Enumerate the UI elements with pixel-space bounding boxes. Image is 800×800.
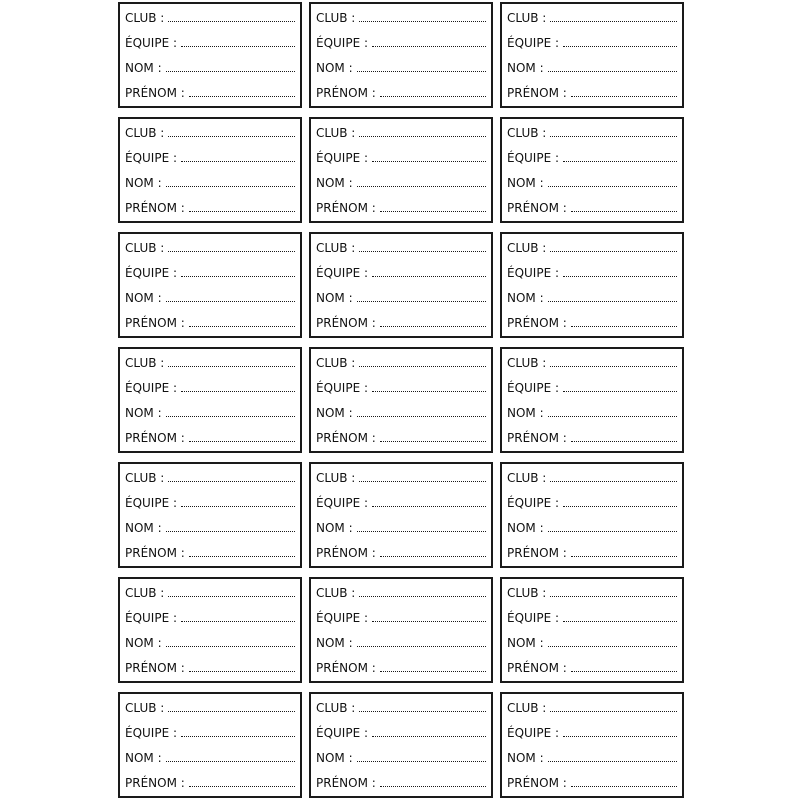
field-label-prenom: PRÉNOM : <box>316 546 376 561</box>
field-row-prenom <box>507 430 677 446</box>
field-row-nom <box>507 520 677 536</box>
name-label-card <box>118 2 302 108</box>
field-label-prenom: PRÉNOM : <box>125 661 185 676</box>
name-label-card <box>500 692 684 798</box>
fill-in-line-equipe[interactable] <box>372 506 486 507</box>
fill-in-line-club[interactable] <box>359 136 486 137</box>
name-label-card <box>309 232 493 338</box>
field-row-nom <box>316 405 486 421</box>
fill-in-line-club[interactable] <box>359 366 486 367</box>
fill-in-line-club[interactable] <box>168 21 295 22</box>
field-row-nom <box>507 405 677 421</box>
field-row-equipe <box>316 265 486 281</box>
field-row-club <box>507 585 677 601</box>
field-row-equipe <box>507 380 677 396</box>
field-label-nom: NOM : <box>125 751 162 766</box>
fill-in-line-prenom[interactable] <box>380 786 486 787</box>
field-row-prenom <box>316 85 486 101</box>
field-row-club <box>316 470 486 486</box>
fill-in-line-prenom[interactable] <box>571 556 677 557</box>
field-label-prenom: PRÉNOM : <box>507 201 567 216</box>
field-label-equipe: ÉQUIPE : <box>125 725 178 740</box>
field-label-prenom: PRÉNOM : <box>125 316 185 331</box>
fill-in-line-equipe[interactable] <box>563 161 677 162</box>
field-row-equipe <box>507 725 677 741</box>
fill-in-line-equipe[interactable] <box>181 506 295 507</box>
fill-in-line-club[interactable] <box>550 596 677 597</box>
field-row-nom <box>125 635 295 651</box>
field-row-prenom <box>507 775 677 791</box>
field-row-nom <box>316 175 486 191</box>
field-label-equipe: ÉQUIPE : <box>316 610 369 625</box>
fill-in-line-equipe[interactable] <box>563 736 677 737</box>
field-row-equipe <box>316 35 486 51</box>
field-row-equipe <box>316 725 486 741</box>
field-label-equipe: ÉQUIPE : <box>316 725 369 740</box>
field-label-prenom: PRÉNOM : <box>507 546 567 561</box>
field-row-equipe <box>507 150 677 166</box>
field-row-prenom <box>507 315 677 331</box>
name-label-card <box>118 462 302 568</box>
field-row-club <box>507 10 677 26</box>
fill-in-line-equipe[interactable] <box>181 161 295 162</box>
field-label-nom: NOM : <box>316 61 353 76</box>
field-row-prenom <box>316 660 486 676</box>
field-row-prenom <box>125 315 295 331</box>
field-label-equipe: ÉQUIPE : <box>316 265 369 280</box>
fill-in-line-club[interactable] <box>359 21 486 22</box>
fill-in-line-nom[interactable] <box>166 761 295 762</box>
field-row-nom <box>507 175 677 191</box>
fill-in-line-club[interactable] <box>359 481 486 482</box>
fill-in-line-nom[interactable] <box>548 301 677 302</box>
fill-in-line-prenom[interactable] <box>189 441 295 442</box>
field-row-club <box>125 10 295 26</box>
field-row-equipe <box>507 265 677 281</box>
field-label-equipe: ÉQUIPE : <box>507 380 560 395</box>
name-label-card <box>500 117 684 223</box>
field-row-prenom <box>125 430 295 446</box>
field-row-club <box>125 125 295 141</box>
field-label-equipe: ÉQUIPE : <box>507 495 560 510</box>
field-label-nom: NOM : <box>316 751 353 766</box>
field-label-prenom: PRÉNOM : <box>507 86 567 101</box>
field-label-prenom: PRÉNOM : <box>125 776 185 791</box>
fill-in-line-nom[interactable] <box>548 71 677 72</box>
field-label-nom: NOM : <box>507 406 544 421</box>
field-label-club: CLUB : <box>316 355 356 370</box>
fill-in-line-prenom[interactable] <box>380 671 486 672</box>
field-label-prenom: PRÉNOM : <box>507 316 567 331</box>
field-label-club: CLUB : <box>316 470 356 485</box>
fill-in-line-prenom[interactable] <box>380 556 486 557</box>
field-label-club: CLUB : <box>507 125 547 140</box>
field-row-equipe <box>125 265 295 281</box>
field-row-nom <box>125 405 295 421</box>
fill-in-line-prenom[interactable] <box>189 786 295 787</box>
field-label-nom: NOM : <box>507 61 544 76</box>
fill-in-line-nom[interactable] <box>357 531 486 532</box>
fill-in-line-prenom[interactable] <box>189 556 295 557</box>
field-label-club: CLUB : <box>507 240 547 255</box>
fill-in-line-equipe[interactable] <box>372 276 486 277</box>
field-row-club <box>507 700 677 716</box>
fill-in-line-club[interactable] <box>550 136 677 137</box>
field-row-club <box>316 355 486 371</box>
field-label-prenom: PRÉNOM : <box>316 201 376 216</box>
field-row-nom <box>316 750 486 766</box>
name-label-card <box>500 232 684 338</box>
fill-in-line-equipe[interactable] <box>563 391 677 392</box>
field-label-club: CLUB : <box>125 355 165 370</box>
fill-in-line-club[interactable] <box>550 481 677 482</box>
field-row-club <box>316 240 486 256</box>
fill-in-line-prenom[interactable] <box>571 96 677 97</box>
field-label-prenom: PRÉNOM : <box>316 661 376 676</box>
field-label-equipe: ÉQUIPE : <box>125 610 178 625</box>
field-row-equipe <box>125 35 295 51</box>
field-row-club <box>125 240 295 256</box>
field-label-nom: NOM : <box>125 636 162 651</box>
field-row-nom <box>316 290 486 306</box>
fill-in-line-prenom[interactable] <box>571 441 677 442</box>
fill-in-line-equipe[interactable] <box>372 161 486 162</box>
field-row-club <box>316 125 486 141</box>
fill-in-line-equipe[interactable] <box>372 391 486 392</box>
fill-in-line-equipe[interactable] <box>181 621 295 622</box>
fill-in-line-nom[interactable] <box>357 186 486 187</box>
field-row-prenom <box>316 775 486 791</box>
field-row-prenom <box>316 315 486 331</box>
field-label-club: CLUB : <box>125 10 165 25</box>
fill-in-line-club[interactable] <box>359 251 486 252</box>
field-row-prenom <box>507 545 677 561</box>
fill-in-line-nom[interactable] <box>166 531 295 532</box>
field-row-nom <box>316 520 486 536</box>
field-row-prenom <box>125 545 295 561</box>
fill-in-line-equipe[interactable] <box>372 46 486 47</box>
field-label-nom: NOM : <box>125 521 162 536</box>
fill-in-line-club[interactable] <box>359 596 486 597</box>
name-label-card <box>118 232 302 338</box>
field-label-club: CLUB : <box>125 700 165 715</box>
fill-in-line-club[interactable] <box>168 136 295 137</box>
field-row-nom <box>125 520 295 536</box>
field-row-club <box>316 700 486 716</box>
fill-in-line-club[interactable] <box>168 711 295 712</box>
fill-in-line-equipe[interactable] <box>563 506 677 507</box>
field-label-equipe: ÉQUIPE : <box>125 495 178 510</box>
field-label-equipe: ÉQUIPE : <box>125 35 178 50</box>
fill-in-line-nom[interactable] <box>357 646 486 647</box>
field-label-club: CLUB : <box>125 585 165 600</box>
name-label-card <box>118 577 302 683</box>
field-label-nom: NOM : <box>507 521 544 536</box>
fill-in-line-prenom[interactable] <box>380 211 486 212</box>
fill-in-line-equipe[interactable] <box>372 621 486 622</box>
field-row-equipe <box>507 495 677 511</box>
field-row-club <box>507 355 677 371</box>
field-label-prenom: PRÉNOM : <box>316 776 376 791</box>
field-label-nom: NOM : <box>507 751 544 766</box>
field-row-equipe <box>507 35 677 51</box>
fill-in-line-nom[interactable] <box>548 761 677 762</box>
field-label-club: CLUB : <box>316 240 356 255</box>
field-row-nom <box>125 290 295 306</box>
fill-in-line-nom[interactable] <box>548 531 677 532</box>
field-row-prenom <box>507 85 677 101</box>
field-label-nom: NOM : <box>507 636 544 651</box>
field-label-club: CLUB : <box>507 700 547 715</box>
field-label-prenom: PRÉNOM : <box>507 661 567 676</box>
fill-in-line-equipe[interactable] <box>181 276 295 277</box>
fill-in-line-equipe[interactable] <box>372 736 486 737</box>
field-row-equipe <box>316 495 486 511</box>
field-label-equipe: ÉQUIPE : <box>125 150 178 165</box>
name-label-card <box>500 462 684 568</box>
field-label-club: CLUB : <box>507 470 547 485</box>
field-label-equipe: ÉQUIPE : <box>316 495 369 510</box>
field-row-prenom <box>316 430 486 446</box>
field-label-nom: NOM : <box>316 406 353 421</box>
field-row-nom <box>507 750 677 766</box>
fill-in-line-nom[interactable] <box>166 71 295 72</box>
name-label-card <box>500 347 684 453</box>
fill-in-line-club[interactable] <box>168 251 295 252</box>
field-row-equipe <box>125 380 295 396</box>
field-label-club: CLUB : <box>125 125 165 140</box>
field-row-nom <box>316 60 486 76</box>
fill-in-line-nom[interactable] <box>357 416 486 417</box>
fill-in-line-prenom[interactable] <box>189 96 295 97</box>
fill-in-line-prenom[interactable] <box>571 671 677 672</box>
name-label-card <box>500 2 684 108</box>
field-label-prenom: PRÉNOM : <box>125 201 185 216</box>
name-label-card <box>500 577 684 683</box>
fill-in-line-club[interactable] <box>168 481 295 482</box>
name-label-card <box>309 692 493 798</box>
field-label-nom: NOM : <box>125 406 162 421</box>
name-label-card <box>309 347 493 453</box>
fill-in-line-prenom[interactable] <box>380 441 486 442</box>
field-row-club <box>507 125 677 141</box>
fill-in-line-club[interactable] <box>168 596 295 597</box>
name-label-card <box>309 577 493 683</box>
fill-in-line-club[interactable] <box>550 251 677 252</box>
field-row-club <box>507 470 677 486</box>
label-sheet <box>118 2 684 800</box>
fill-in-line-nom[interactable] <box>166 186 295 187</box>
fill-in-line-nom[interactable] <box>166 646 295 647</box>
fill-in-line-equipe[interactable] <box>181 391 295 392</box>
fill-in-line-nom[interactable] <box>548 646 677 647</box>
field-row-nom <box>125 60 295 76</box>
fill-in-line-prenom[interactable] <box>189 326 295 327</box>
field-label-club: CLUB : <box>507 10 547 25</box>
field-label-prenom: PRÉNOM : <box>125 86 185 101</box>
fill-in-line-prenom[interactable] <box>380 326 486 327</box>
field-row-equipe <box>125 150 295 166</box>
fill-in-line-prenom[interactable] <box>571 326 677 327</box>
field-row-prenom <box>125 200 295 216</box>
fill-in-line-prenom[interactable] <box>380 96 486 97</box>
field-row-equipe <box>125 725 295 741</box>
field-label-club: CLUB : <box>125 470 165 485</box>
fill-in-line-equipe[interactable] <box>181 736 295 737</box>
fill-in-line-equipe[interactable] <box>563 621 677 622</box>
field-label-equipe: ÉQUIPE : <box>316 35 369 50</box>
field-label-club: CLUB : <box>316 585 356 600</box>
field-label-nom: NOM : <box>125 291 162 306</box>
field-row-nom <box>316 635 486 651</box>
field-label-club: CLUB : <box>316 125 356 140</box>
field-row-prenom <box>125 85 295 101</box>
field-row-club <box>125 470 295 486</box>
fill-in-line-prenom[interactable] <box>571 786 677 787</box>
field-row-prenom <box>316 545 486 561</box>
field-label-club: CLUB : <box>125 240 165 255</box>
field-label-equipe: ÉQUIPE : <box>507 150 560 165</box>
fill-in-line-club[interactable] <box>550 711 677 712</box>
field-label-nom: NOM : <box>125 176 162 191</box>
field-row-nom <box>507 290 677 306</box>
field-label-equipe: ÉQUIPE : <box>125 380 178 395</box>
field-row-nom <box>125 175 295 191</box>
fill-in-line-prenom[interactable] <box>189 211 295 212</box>
name-label-card <box>309 462 493 568</box>
name-label-card <box>309 117 493 223</box>
field-label-nom: NOM : <box>125 61 162 76</box>
field-label-prenom: PRÉNOM : <box>316 86 376 101</box>
field-label-prenom: PRÉNOM : <box>507 431 567 446</box>
field-row-club <box>316 585 486 601</box>
fill-in-line-equipe[interactable] <box>181 46 295 47</box>
fill-in-line-nom[interactable] <box>548 186 677 187</box>
fill-in-line-club[interactable] <box>168 366 295 367</box>
field-label-prenom: PRÉNOM : <box>507 776 567 791</box>
field-row-club <box>316 10 486 26</box>
field-row-equipe <box>125 495 295 511</box>
field-label-nom: NOM : <box>316 176 353 191</box>
fill-in-line-equipe[interactable] <box>563 276 677 277</box>
field-label-nom: NOM : <box>507 291 544 306</box>
fill-in-line-club[interactable] <box>359 711 486 712</box>
fill-in-line-nom[interactable] <box>357 71 486 72</box>
field-row-prenom <box>316 200 486 216</box>
field-label-equipe: ÉQUIPE : <box>316 380 369 395</box>
fill-in-line-prenom[interactable] <box>189 671 295 672</box>
field-label-equipe: ÉQUIPE : <box>316 150 369 165</box>
field-row-club <box>125 585 295 601</box>
field-row-equipe <box>316 610 486 626</box>
field-label-prenom: PRÉNOM : <box>316 316 376 331</box>
field-row-equipe <box>316 380 486 396</box>
field-row-club <box>507 240 677 256</box>
field-label-prenom: PRÉNOM : <box>316 431 376 446</box>
fill-in-line-club[interactable] <box>550 366 677 367</box>
field-label-nom: NOM : <box>316 636 353 651</box>
fill-in-line-nom[interactable] <box>166 301 295 302</box>
field-row-equipe <box>316 150 486 166</box>
name-label-card <box>118 347 302 453</box>
fill-in-line-prenom[interactable] <box>571 211 677 212</box>
field-row-prenom <box>125 660 295 676</box>
field-row-club <box>125 355 295 371</box>
fill-in-line-equipe[interactable] <box>563 46 677 47</box>
field-label-club: CLUB : <box>316 700 356 715</box>
field-label-equipe: ÉQUIPE : <box>507 35 560 50</box>
field-row-prenom <box>507 200 677 216</box>
fill-in-line-nom[interactable] <box>357 301 486 302</box>
field-row-club <box>125 700 295 716</box>
field-label-nom: NOM : <box>316 521 353 536</box>
field-label-club: CLUB : <box>316 10 356 25</box>
field-row-prenom <box>507 660 677 676</box>
fill-in-line-nom[interactable] <box>548 416 677 417</box>
field-label-nom: NOM : <box>316 291 353 306</box>
field-row-prenom <box>125 775 295 791</box>
field-label-equipe: ÉQUIPE : <box>507 725 560 740</box>
fill-in-line-nom[interactable] <box>357 761 486 762</box>
field-label-equipe: ÉQUIPE : <box>507 610 560 625</box>
field-row-nom <box>507 60 677 76</box>
field-row-equipe <box>507 610 677 626</box>
field-row-equipe <box>125 610 295 626</box>
field-label-prenom: PRÉNOM : <box>125 546 185 561</box>
field-row-nom <box>507 635 677 651</box>
field-label-equipe: ÉQUIPE : <box>125 265 178 280</box>
name-label-card <box>118 692 302 798</box>
field-label-club: CLUB : <box>507 585 547 600</box>
field-label-nom: NOM : <box>507 176 544 191</box>
field-label-club: CLUB : <box>507 355 547 370</box>
fill-in-line-nom[interactable] <box>166 416 295 417</box>
fill-in-line-club[interactable] <box>550 21 677 22</box>
field-label-prenom: PRÉNOM : <box>125 431 185 446</box>
name-label-card <box>118 117 302 223</box>
field-row-nom <box>125 750 295 766</box>
field-label-equipe: ÉQUIPE : <box>507 265 560 280</box>
name-label-card <box>309 2 493 108</box>
